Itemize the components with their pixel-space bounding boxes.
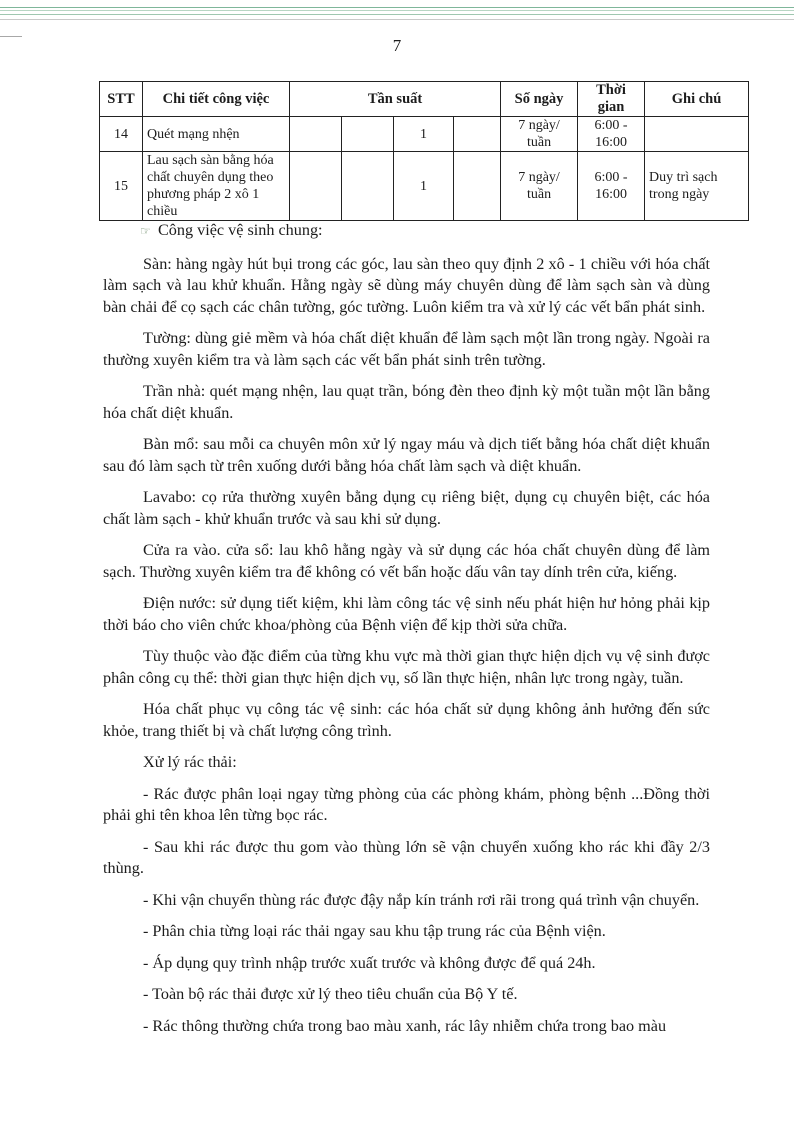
cell-freq: 1 [394, 117, 454, 152]
cell-freq: 1 [394, 152, 454, 221]
cell-freq [342, 152, 394, 221]
header-days: Số ngày [501, 82, 578, 117]
scan-line [0, 14, 794, 15]
cell-time: 6:00 - 16:00 [578, 152, 645, 221]
section-heading [103, 220, 710, 243]
waste-item: - Toàn bộ rác thải được xử lý theo tiêu chuẩn của Bộ Y tế. [143, 985, 518, 1003]
paragraph-ceiling: Trần nhà: quét mạng nhện, lau quạt trần, bóng đèn theo định kỳ một tuần một lần bằng hóa chất diệt khuẩn. [103, 382, 710, 422]
paragraph-electricity-water: Điện nước: sử dụng tiết kiệm, khi làm công tác vệ sinh nếu phát hiện hư hỏng phải kịp thời báo cho viên chức khoa/phòng của Bệnh viện để kịp thời sửa chữa. [103, 594, 710, 634]
waste-item: - Sau khi rác được thu gom vào thùng lớn sẽ vận chuyển xuống kho rác khi đầy 2/3 thùng. [103, 837, 710, 877]
waste-item: - Khi vận chuyển thùng rác được đậy nắp kín tránh rơi rãi trong quá trình vận chuyển. [143, 890, 700, 909]
hand-pointing-icon: ☞ [140, 224, 151, 238]
header-time: Thời gian [578, 82, 645, 117]
cell-time: 6:00 - 16:00 [578, 117, 645, 152]
cell-stt: 14 [100, 117, 143, 152]
paragraph-lavabo: Lavabo: cọ rửa thường xuyên bằng dụng cụ riêng biệt, dụng cụ chuyên biệt, các hóa chất làm sạch - khử khuẩn trước và sau khi sử dụng. [103, 488, 710, 528]
table-header-row [100, 82, 749, 117]
paragraph-floor: Sàn: hàng ngày hút bụi trong các góc, lau sàn theo quy định 2 xô - 1 chiều với hóa chất làm sạch và lau khử khuẩn. Hằng ngày sẽ dùng máy chuyên dùng để làm sạch sàn và dùng bàn chải để cọ sạch các chân tường, góc tường. Luôn kiểm tra và xử lý các vết bẩn phát sinh. [103, 254, 710, 316]
cell-days: 7 ngày/ tuần [501, 117, 578, 152]
waste-item: - Phân chia từng loại rác thải ngay sau khu tập trung rác của Bệnh viện. [143, 922, 606, 940]
cell-note [645, 117, 749, 152]
cell-freq [290, 117, 342, 152]
page-number: 7 [392, 36, 402, 55]
section-heading-text: Công việc vệ sinh chung: [158, 221, 323, 239]
header-detail: Chi tiết công việc [143, 82, 290, 117]
waste-item: - Áp dụng quy trình nhập trước xuất trước và không được để quá 24h. [143, 953, 596, 972]
scan-line [0, 19, 794, 20]
paragraph-doors-windows: Cửa ra vào. cửa sổ: lau khô hằng ngày và sử dụng các hóa chất chuyên dùng để làm sạch. Thường xuyên kiểm tra để không có vết bẩn hoặc dấu vân tay dính trên cửa, kiếng. [103, 541, 710, 581]
waste-item: - Rác được phân loại ngay từng phòng của các phòng khám, phòng bệnh ...Đồng thời phải ghi tên khoa lên từng bọc rác. [103, 784, 710, 824]
table-row [100, 117, 749, 152]
header-note: Ghi chú [645, 82, 749, 117]
scan-line [0, 10, 794, 11]
scan-line [0, 7, 794, 8]
document-body [103, 220, 710, 1047]
header-frequency: Tần suất [290, 82, 501, 117]
cell-freq [290, 152, 342, 221]
work-schedule-table [99, 81, 749, 221]
paragraph-chemicals: Hóa chất phục vụ công tác vệ sinh: các hóa chất sử dụng không ảnh hưởng đến sức khỏe, trang thiết bị và chất lượng công trình. [103, 700, 710, 740]
paragraph-wall: Tường: dùng giẻ mềm và hóa chất diệt khuẩn để làm sạch một lần trong ngày. Ngoài ra thường xuyên kiểm tra và làm sạch các vết bẩn phát sinh trên tường. [103, 329, 710, 369]
paragraph-waste-heading: Xử lý rác thải: [143, 753, 237, 771]
cell-freq [342, 117, 394, 152]
cell-detail: Lau sạch sàn bằng hóa chất chuyên dụng theo phương pháp 2 xô 1 chiều [143, 152, 290, 221]
waste-item: - Rác thông thường chứa trong bao màu xanh, rác lây nhiễm chứa trong bao màu [143, 1016, 667, 1035]
paragraph-operating-table: Bàn mổ: sau mỗi ca chuyên môn xử lý ngay máu và dịch tiết bằng hóa chất diệt khuẩn sau đó làm sạch từ trên xuống dưới bằng hóa chất làm sạch và diệt khuẩn. [103, 435, 710, 475]
cell-freq [454, 117, 501, 152]
paragraph-scheduling: Tùy thuộc vào đặc điểm của từng khu vực mà thời gian thực hiện dịch vụ vệ sinh được phân công cụ thể: thời gian thực hiện dịch vụ, số lần thực hiện, nhân lực trong ngày, tuần. [103, 647, 710, 687]
cell-stt: 15 [100, 152, 143, 221]
table-row [100, 152, 749, 221]
header-stt: STT [100, 82, 143, 117]
cell-freq [454, 152, 501, 221]
cell-days: 7 ngày/ tuần [501, 152, 578, 221]
cell-note: Duy trì sạch trong ngày [645, 152, 749, 221]
cell-detail: Quét mạng nhện [143, 117, 290, 152]
